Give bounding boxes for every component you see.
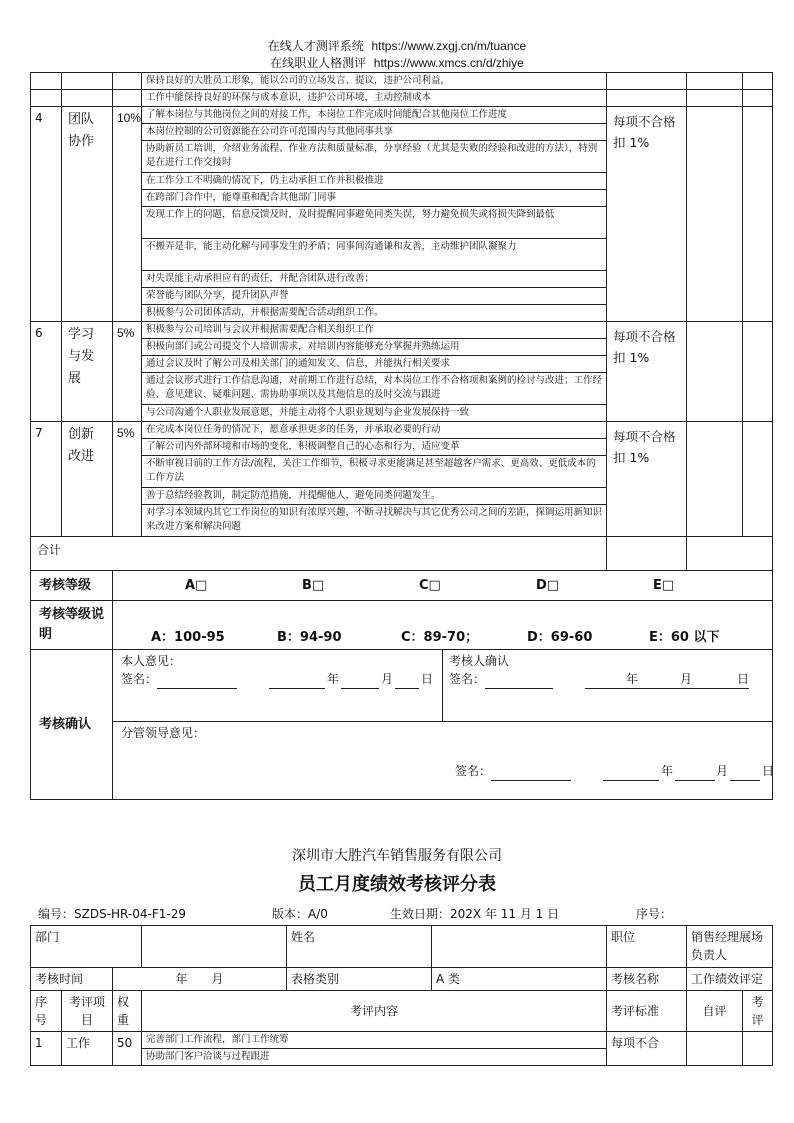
leader-year-label: 年 (661, 764, 674, 778)
dept-label: 部门 (31, 926, 142, 968)
criterion: 对失误能主动承担应有的责任，并配合团队进行改善； (142, 271, 607, 288)
criterion: 荣誉能与团队分享，提升团队声誉 (142, 288, 607, 305)
assessor-year-label: 年 (626, 672, 639, 686)
row1-weight: 50 (113, 1032, 142, 1066)
assessment-table (30, 72, 773, 800)
name-value[interactable] (432, 926, 607, 968)
grade-option-checkbox[interactable]: B□ (302, 578, 325, 593)
item-no: 7 (31, 422, 62, 537)
grade-desc-label: 考核等级说明 (31, 601, 113, 650)
assess-name-label: 考核名称 (607, 968, 687, 991)
col-no: 序号 (31, 991, 62, 1032)
leader-day-label: 日 (762, 764, 775, 778)
grade-option-checkbox[interactable]: D□ (536, 578, 560, 593)
criterion: 善于总结经验教训，制定防范措施，并提醒他人，避免同类问题发生。 (142, 488, 607, 505)
grade-options (113, 571, 773, 601)
col-content: 考评内容 (142, 991, 607, 1032)
grade-range: D：69-60 (527, 630, 593, 645)
item-no: 6 (31, 322, 62, 422)
criterion: 发现工作上的问题，信息反馈及时，及时提醒同事避免同类失误，努力避免损失或将损失降到最低 (142, 207, 607, 239)
type-value: A 类 (432, 968, 607, 991)
criterion: 本岗位控制的公司资源能在公司许可范围内与其他同事共享 (142, 124, 607, 141)
grade-range: B：94-90 (277, 630, 342, 645)
row1-no: 1 (31, 1032, 62, 1066)
cont-item-cell (62, 73, 113, 90)
row1-standard: 每项不合 (607, 1032, 687, 1066)
confirm-label: 考核确认 (31, 650, 113, 800)
criterion: 保持良好的大胜员工形象，能以公司的立场发言、提议，违护公司利益， (142, 73, 607, 90)
item-name: 团队协作 (62, 107, 113, 322)
assessor-confirm-box[interactable] (443, 650, 773, 722)
grade-option-checkbox[interactable]: E□ (653, 578, 675, 593)
cont-no-cell (31, 90, 62, 107)
self-day-label: 日 (421, 672, 434, 686)
total-standard-cell (607, 537, 687, 571)
self-score-cell[interactable] (687, 107, 743, 322)
row1-eval-score[interactable] (743, 1032, 773, 1066)
item-name: 学习与发展 (62, 322, 113, 422)
eval-score-cell[interactable] (743, 73, 773, 90)
self-month-line[interactable] (341, 675, 379, 689)
leader-sign-line[interactable] (491, 767, 571, 781)
item-standard: 每项不合格扣 1% (607, 322, 687, 422)
criterion: 在跨部门合作中，能尊重和配合其他部门同事 (142, 190, 607, 207)
self-score-cell[interactable] (687, 422, 743, 537)
criterion: 了解公司内外部环境和市场的变化，积极调整自己的心态和行为，适应变革 (142, 439, 607, 456)
assessor-sign-line[interactable] (485, 675, 553, 689)
criterion: 在工作分工不明确的情况下，仍主动承担工作并积极推进 (142, 173, 607, 190)
header-url-2[interactable]: https://www.xmcs.cn/d/zhiye (373, 56, 524, 70)
item-weight: 5% (113, 422, 142, 537)
self-day-line[interactable] (395, 675, 419, 689)
leader-sign-label: 签名： (455, 764, 492, 778)
confirm-area (113, 650, 773, 800)
grade-range: E：60 以下 (649, 630, 720, 645)
self-year-label: 年 (327, 672, 340, 686)
eval-score-cell[interactable] (743, 107, 773, 322)
header-label-2: 在线职业人格测评 (270, 56, 367, 70)
site-header-line2 (0, 55, 794, 71)
leader-month-line[interactable] (675, 767, 715, 781)
header-label-1: 在线人才测评系统 (267, 39, 364, 53)
grade-option-checkbox[interactable]: A□ (185, 578, 208, 593)
dept-value[interactable] (142, 926, 287, 968)
self-score-cell[interactable] (687, 90, 743, 107)
position-label: 职位 (607, 926, 687, 968)
type-label: 表格类别 (287, 968, 432, 991)
row1-criterion: 完善部门工作流程，部门工作统筹 (142, 1032, 607, 1049)
form-effective-date: 生效日期：202X 年 11 月 1 日 (390, 907, 560, 921)
cont-item-cell (62, 90, 113, 107)
self-score-cell[interactable] (687, 73, 743, 90)
company-name: 深圳市大胜汽车销售服务有限公司 (292, 848, 502, 864)
criterion: 不断审视目前的工作方法/流程，关注工作细节，积极寻求更能满足甚至超越客户需求、更高效、更低成本的工作方法 (142, 456, 607, 488)
total-score-cell[interactable] (687, 537, 773, 571)
item-standard: 每项不合格扣 1% (607, 107, 687, 322)
leader-opinion-label: 分管领导意见： (121, 726, 206, 740)
col-standard: 考评标准 (607, 991, 687, 1032)
form-serial: 序号： (636, 907, 673, 921)
col-item: 考评项目 (62, 991, 113, 1032)
col-weight: 权重 (113, 991, 142, 1032)
self-opinion-label: 本人意见： (121, 654, 182, 668)
col-self: 自评 (687, 991, 743, 1032)
leader-year-line[interactable] (603, 767, 659, 781)
site-header-line1 (0, 38, 794, 54)
criterion: 通过会议形式进行工作信息沟通，对前期工作进行总结，对本岗位工作不合格项和案例的检讨与改进；工作经验、意见建议、疑难问题、需协助事项以及其他信息的及时交流与跟进 (142, 373, 607, 405)
self-opinion-box[interactable] (113, 650, 443, 722)
criterion: 与公司沟通个人职业发展意愿，并能主动将个人职业规划与企业发展保持一致 (142, 405, 607, 422)
criterion: 了解本岗位与其他岗位之间的对接工作，本岗位工作完成时间能配合其他岗位工作进度 (142, 107, 607, 124)
leader-month-label: 月 (716, 764, 729, 778)
item-no: 4 (31, 107, 62, 322)
col-eval: 考评 (743, 991, 773, 1032)
item-standard: 每项不合格扣 1% (607, 422, 687, 537)
criterion: 对学习本领域内其它工作岗位的知识有浓厚兴趣，不断寻找解决与其它优秀公司之间的差距，探调运用新知识来改进方案和解决问题 (142, 505, 607, 537)
assessor-month-label: 月 (680, 672, 693, 686)
grade-range: A：100-95 (151, 630, 225, 645)
item-weight: 10% (113, 107, 142, 322)
grade-label: 考核等级 (31, 571, 113, 601)
name-label: 姓名 (287, 926, 432, 968)
position-value: 销售经理展场负责人 (687, 926, 773, 968)
assessor-sign-label: 签名： (449, 672, 486, 686)
grade-ranges (113, 601, 773, 650)
form-code: 编号：SZDS-HR-04-F1-29 (38, 907, 186, 921)
cont-standard-cell (607, 90, 687, 107)
self-score-cell[interactable] (687, 322, 743, 422)
self-year-line[interactable] (269, 675, 325, 689)
row1-criterion: 协助部门客户洽谈与过程跟进 (142, 1049, 607, 1066)
criterion: 协助新员工培训，介绍业务流程、作业方法和质量标准，分享经验（尤其是失败的经验和改进的方法），特别是在进行工作交接时 (142, 141, 607, 173)
criterion: 积极参与公司团体活动，并根据需要配合活动组织工作。 (142, 305, 607, 322)
row1-self-score[interactable] (687, 1032, 743, 1066)
criterion: 积极向部门或公司提交个人培训需求，对培训内容能够充分掌握并熟练运用 (142, 339, 607, 356)
criterion: 不搬弄是非，能主动化解与同事发生的矛盾；同事间沟通谦和友善，主动维护团队凝聚力 (142, 239, 607, 271)
form-title: 员工月度绩效考核评分表 (298, 874, 496, 895)
cont-no-cell (31, 73, 62, 90)
item-name: 创新改进 (62, 422, 113, 537)
self-sign-label: 签名： (121, 672, 158, 686)
cont-weight-cell (113, 90, 142, 107)
cont-standard-cell (607, 73, 687, 90)
row1-item: 工作 (62, 1032, 113, 1066)
eval-score-cell[interactable] (743, 422, 773, 537)
item-weight: 5% (113, 322, 142, 422)
criterion: 通过会议及时了解公司及相关部门的通知发文、信息，并能执行相关要求 (142, 356, 607, 373)
total-label: 合计 (31, 537, 607, 571)
leader-opinion-box[interactable] (113, 722, 773, 800)
self-sign-line[interactable] (157, 675, 237, 689)
self-month-label: 月 (381, 672, 394, 686)
form-version: 版本：A/0 (272, 907, 328, 921)
eval-score-cell[interactable] (743, 322, 773, 422)
criterion: 积极参与公司培训与会议并根据需要配合相关组织工作 (142, 322, 607, 339)
grade-range: C：89-70； (401, 630, 479, 645)
leader-day-line[interactable] (730, 767, 760, 781)
header-url-1[interactable]: https://www.zxgj.cn/m/tuance (371, 39, 527, 53)
assess-name-value: 工作绩效评定 (687, 968, 773, 991)
assessor-date-line[interactable] (585, 675, 749, 689)
time-label: 考核时间 (31, 968, 113, 991)
form2-table (30, 925, 773, 1066)
cont-weight-cell (113, 73, 142, 90)
criterion: 在完成本岗位任务的情况下，愿意承担更多的任务，并承取必要的行动 (142, 422, 607, 439)
criterion: 工作中能保持良好的环保与成本意识，违护公司环境，主动控制成本 (142, 90, 607, 107)
assessor-confirm-label: 考核人确认 (449, 654, 510, 668)
eval-score-cell[interactable] (743, 90, 773, 107)
assessor-day-label: 日 (737, 672, 750, 686)
grade-option-checkbox[interactable]: C□ (419, 578, 441, 593)
time-value[interactable]: 年 月 (113, 968, 287, 991)
